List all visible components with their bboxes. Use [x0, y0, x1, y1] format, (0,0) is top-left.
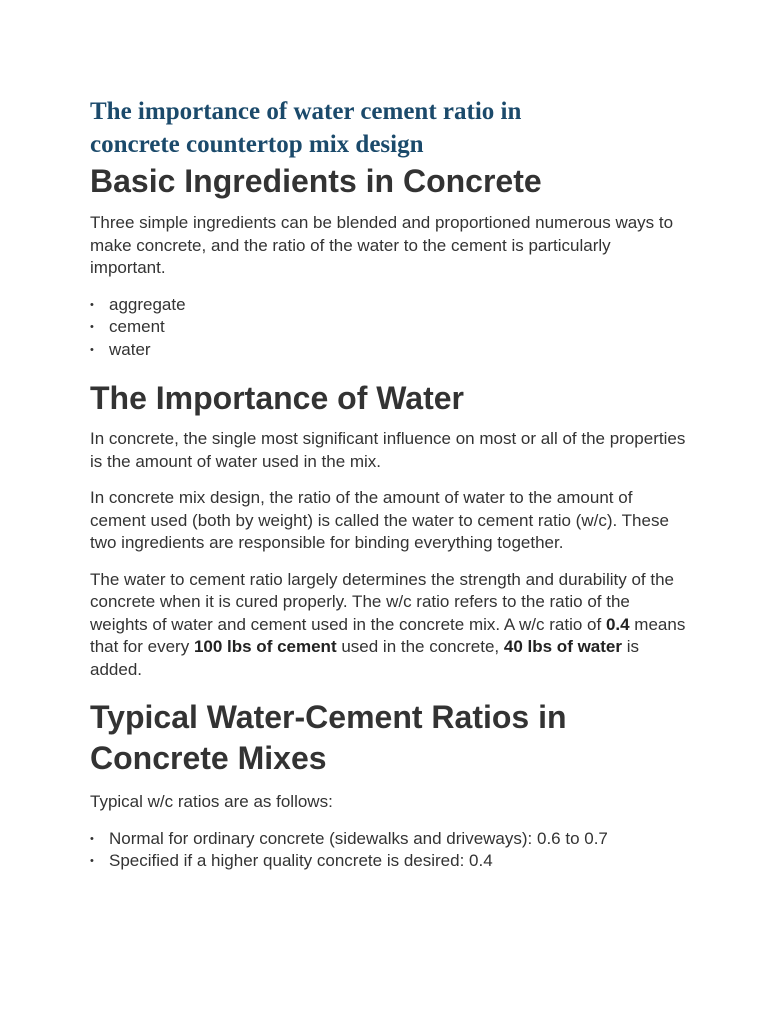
heading-typical-ratios-line-2: Concrete Mixes — [90, 740, 327, 776]
example-text-4: is added. — [90, 637, 639, 679]
list-item — [90, 850, 690, 873]
paragraph-wc-ratio-definition: In concrete mix design, the ratio of the amount of water to the amount of cement used (both by weight) is called the water to cement ratio (w/c). These two ingredients are responsible for binding everything together. — [90, 488, 669, 552]
ingredients-list — [90, 294, 690, 362]
bullet-icon: • — [90, 321, 94, 333]
bullet-icon: • — [90, 298, 94, 311]
document-page — [90, 95, 690, 887]
document-title-line-1: The importance of water cement ratio in — [90, 98, 522, 125]
example-ratio-value: 0.4 — [605, 614, 630, 634]
paragraph-typical-ratios-intro: Typical w/c ratios are as follows: — [90, 792, 333, 811]
list-item-label: Normal for ordinary concrete (sidewalks and driveways): 0.6 to 0.7 — [109, 828, 608, 848]
bullet-icon: • — [90, 855, 94, 867]
paragraph-ingredients-intro: Three simple ingredients can be blended and proportioned numerous ways to make concrete, and the ratio of the water to the cement is particularly important. — [90, 213, 674, 277]
list-item-label: water — [109, 339, 151, 359]
document-title — [90, 95, 690, 161]
heading-basic-ingredients: Basic Ingredients in Concrete — [90, 163, 542, 199]
list-item — [90, 339, 690, 362]
paragraph-water-influence: In concrete, the single most significant influence on most or all of the properties is the amount of water used in the mix. — [90, 429, 686, 471]
ratios-list — [90, 828, 690, 873]
list-item-label: cement — [109, 317, 165, 336]
paragraph-wc-ratio-example — [90, 569, 690, 682]
bullet-icon: • — [90, 343, 94, 356]
heading-importance-of-water: The Importance of Water — [90, 380, 464, 416]
bullet-icon: • — [90, 832, 94, 845]
list-item-label: aggregate — [109, 294, 186, 314]
list-item — [90, 294, 690, 317]
example-text-1: The water to cement ratio largely determines the strength and durability of the concrete when it is cured properly. The w/c ratio refers to the ratio of the weights of water and cement used in the concrete mix. A w/c ratio of — [90, 569, 674, 634]
example-text-2: means that for every — [90, 614, 686, 656]
document-title-line-2: concrete countertop mix design — [90, 131, 424, 158]
heading-typical-ratios-line-1: Typical Water-Cement Ratios in — [90, 699, 567, 735]
example-cement-amount: 100 lbs of cement — [193, 637, 337, 656]
list-item — [90, 316, 690, 339]
example-water-amount: 40 lbs of water — [503, 637, 622, 656]
example-text-3: used in the concrete, — [336, 637, 504, 656]
list-item — [90, 828, 690, 851]
heading-typical-ratios — [90, 697, 690, 779]
list-item-label: Specified if a higher quality concrete is desired: 0.4 — [109, 851, 493, 870]
